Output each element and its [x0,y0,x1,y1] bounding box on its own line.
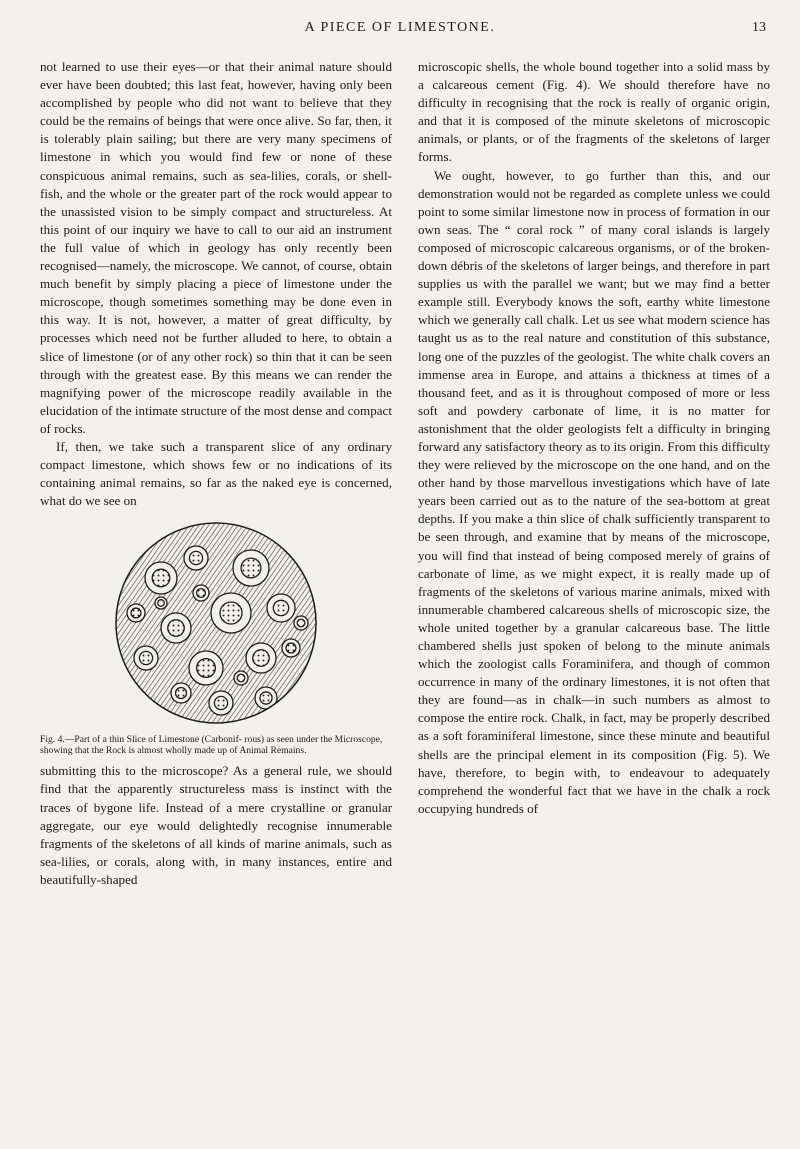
left-column [40,58,392,889]
running-title: A PIECE OF LIMESTONE. [304,20,496,35]
fossil-fragment-core [189,552,202,565]
paragraph: submitting this to the microscope? As a general rule, we should find that the apparently structureless mass is instinct with the traces of bygone life. Instead of a mere crystalline or granular aggregate, our eye would delightedly recognise innumerable fragments of the skeletons of all kinds of marine animals, such as sea-lilies, or corals, along with, in many instances, entire and beautifully-shaped [40,763,392,887]
fossil-fragment-core [260,692,272,704]
microscope-slice-illustration [101,518,331,728]
page-header [0,20,800,42]
figure-caption: Fig. 4.—Part of a thin Slice of Limestone (Carbonif- rous) as seen under the Microscope, showing that the Rock is almost wholly made up of Animal Remains. [40,734,383,757]
fossil-fragment-core [158,600,165,607]
fossil-fragment-core [297,619,305,627]
fossil-fragment-core [168,620,185,637]
paragraph: If, then, we take such a transparent slice of any ordinary compact limestone, which shows few or no indications of its containing animal remains, so far as the naked eye is concerned, what do we see on [40,438,392,509]
fossil-fragment-core [241,558,261,578]
fossil-fragment-core [214,697,227,710]
fossil-fragment-core [253,650,270,667]
fossil-fragment-core [197,589,206,598]
fossil-fragment-core [197,659,216,678]
fossil-fragment-core [152,570,170,588]
fossil-fragment-core [139,652,152,665]
paragraph: microscopic shells, the whole bound together into a solid mass by a calcareous cement (Fig. 4). We should therefore have no difficulty in recognising that the rock is really of organic origin, and that it is composed of the minute skeletons of microscopic animals, or plants, or of the fragments of the skeletons of larger forms. [418,59,770,165]
paragraph: not learned to use their eyes—or that their animal nature should ever have been doubted; this last feat, however, having only been accomplished by people who did not want to believe that they could be the remains of beings that were once alive. So far, then, it is tolerably plain sailing; but there are very many specimens of limestone in which you would find few or none of these conspicuous animal remains, such as sea-lilies, corals, or shell-fish, and the whole or the greater part of the rock would appear to the unassisted vision to be simply compact and structureless. At this point of our inquiry we have to call to our aid an instrument the full value of which in geology has only recently been recognised—namely, the microscope. We cannot, of course, obtain much benefit by simply placing a piece of limestone under the microscope, though sometimes something may be done even in this way. It is not, however, a matter of great difficulty, by processes which need not be further alluded to here, to obtain a slice of limestone (or of any other rock) so thin that it can be seen through with the greatest ease. By this means we can render the magnifying power of the microscope readily available in the elucidation of the intimate structure of the most dense and compact of rocks. [40,59,392,436]
fossil-fragment-core [237,674,245,682]
right-column [418,58,770,818]
fossil-fragment-core [176,688,187,699]
fossil-fragment-core [273,601,288,616]
figure-4 [40,518,392,728]
paragraph: We ought, however, to go further than this, and our demonstration would not be regarded as complete unless we could point to some similar limestone now in process of formation in our own seas. The “ coral rock ” of many coral islands is largely composed of microscopic calcareous organisms, or of the broken-down débris of the skeletons of larger beings, and therefore in part supplies us with the parallel we want; but we may find a better example still. Everybody knows the soft, earthy white limestone which we generally call chalk. Let us see what modern science has taught us as to the real nature and constitution of this substance, long one of the puzzles of the geologist. The white chalk covers an immense area in Europe, and attains a thickness at times of a thousand feet, and as it is throughout composed of more or less soft and powdery carbonate of lime, it is no matter for astonishment that the older geologists felt a difficulty in bringing forward any satisfactory theory as to its origin. From this difficulty they were relieved by the microscope on the one hand, and on the other hand by those marvellous investigations which have of late years been carried out as to the nature of the sea-bottom at great depths. If you make a thin slice of chalk sufficiently transparent to be seen through, and examine that by means of the microscope, you will find that instead of being composed merely of grains of carbonate of lime, as we might expect, it is really made up of fragments of the skeletons of various marine animals, mixed with innumerable chambered calcareous shells of microscopic size, the whole united together by a granular calcareous base. The little chambered shells just spoken of belong to the minute animals which the zoologist calls Foraminifera, and though of common occurrence in many of the ordinary limestones, it is not often that they are found—as in chalk—in such numbers as almost to compose the entire rock. Chalk, in fact, may be properly described as a soft foraminiferal limestone, since these minute and beautiful shells are the principal element in its composition (Fig. 5). We have, therefore, to begin with, to endeavour to adequately comprehend the wonderful fact that we have in the chalk a rock occupying hundreds of [418,167,770,816]
fossil-fragment-core [286,643,296,653]
page-number: 13 [752,20,766,35]
fossil-fragment-core [131,608,141,618]
fossil-fragment-core [220,602,242,624]
